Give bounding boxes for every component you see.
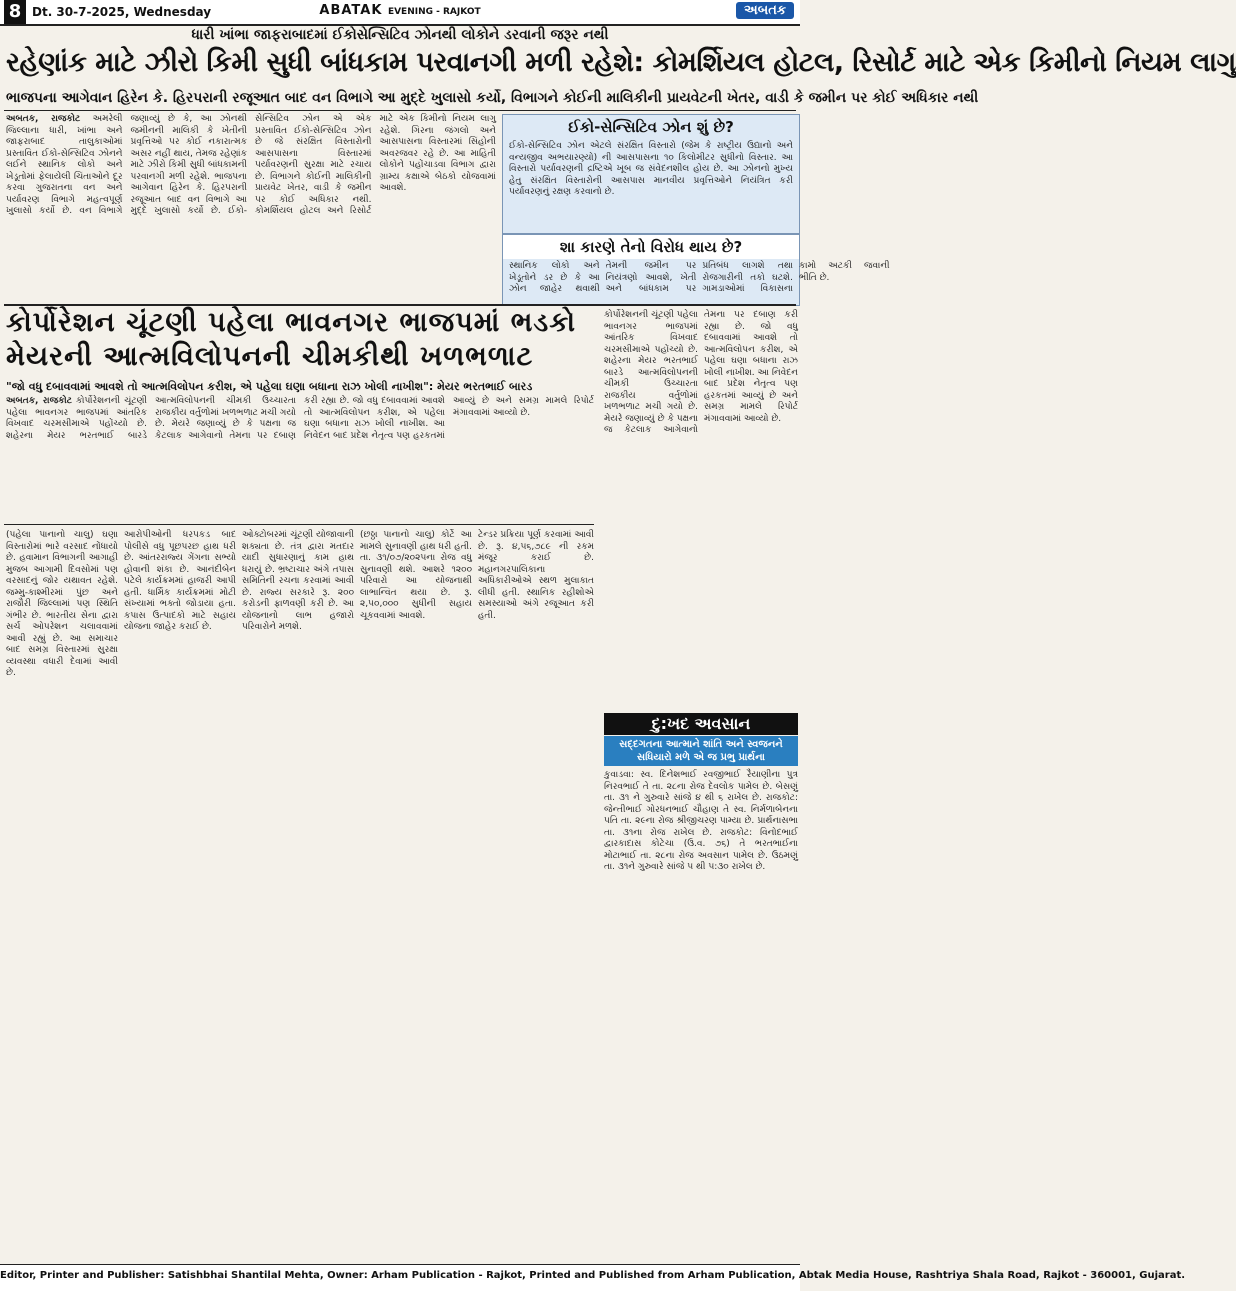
divider <box>4 304 796 306</box>
lead-subhead: ભાજપના આગેવાન હિરેન કે. હિરપરાની રજૂઆત બાદ વન વિભાગે આ મુદ્દે ખુલાસો કર્યો, વિભાગને કોઈની માલિકીની પ્રાયવેટની ખેતર, વાડી કે જમીન પર કોઈ અધિકાર નથી <box>6 90 979 106</box>
lead-headline: રહેણાંક માટે ઝીરો કિમી સુધી બાંધકામ પરવાનગી મળી રહેશે: કોમર્શિયલ હોટલ, રિસોર્ટ માટે એક કિમીનો નિયમ લાગુ <box>6 47 1236 78</box>
column-3: ઓક્ટોબરમાં ચૂંટણી યોજાવાની શક્યતા છે. તંત્ર દ્વારા મતદાર યાદી સુધારણાનું કામ હાથ ધરાયું છે. ભ્રષ્ટાચાર અંગે તપાસ સમિતિની રચના કરવામાં આવી છે. રાજ્ય સરકારે રૂ. ૨૦૦ કરોડની ફાળવણી કરી છે. આ યોજનાનો લાભ હજારો પરિવારોને મળશે. <box>242 530 354 632</box>
eco-zone-box <box>502 114 800 234</box>
column-4: (છઠ્ઠા પાનાનો ચાલુ) કોર્ટે આ મામલે સુનાવણી હાથ ધરી હતી. તા. ૩૧/૦૭/૨૦૨૫ના રોજ વધુ સુનાવણી થશે. આશરે ૧૨૦૦ પરિવારો આ યોજનાથી લાભાન્વિત થયા છે. રૂ. ૨,૫૦,૦૦૦ સુધીની સહાય ચૂકવવામાં આવશે. <box>360 530 472 621</box>
lead-kicker: ધારી ખાંભા જાફરાબાદમાં ઈકોસેન્સિટિવ ઝોનથી લોકોને ડરવાની જરૂર નથી <box>191 27 609 43</box>
lead-body: અમરેલી જિલ્લાના ધારી, ખાંભા અને જાફરાબાદ તાલુકાઓમાં પ્રસ્તાવિત ઈકો-સેન્સિટિવ ઝોનને લઈને સ્થાનિક લોકો અને ખેડૂતોમાં ફેલાયેલી ચિંતાઓને દૂર કરવા ગુજરાતના વન અને પર્યાવરણ વિભાગે મહત્વપૂર્ણ ખુલાસો કર્યો છે. વન વિભાગે જણાવ્યું છે કે, આ ઝોનથી જમીનની માલિકી કે ખેતીની પ્રવૃત્તિઓ પર કોઈ નકારાત્મક અસર નહીં થાય, તેમજ રહેણાંક માટે ઝીરો કિમી સુધી બાંધકામની પરવાનગી મળી રહેશે. ભાજપના આગેવાન હિરેન કે. હિરપરાની રજૂઆત બાદ વન વિભાગે આ મુદ્દે ખુલાસો કર્યો છે. ઈકો-સેન્સિટિવ ઝોન એ એક પ્રસ્તાવિત ઈકો-સેન્સિટિવ ઝોન છે જે સંરક્ષિત વિસ્તારોની આસપાસના વિસ્તારમાં પર્યાવરણની સુરક્ષા માટે રચાય છે. વિભાગને કોઈની માલિકીની પ્રાયવેટ ખેતર, વાડી કે જમીન પર કોઈ અધિકાર નથી. કોમર્શિયલ હોટલ અને રિસોર્ટ માટે એક કિમીનો નિયમ લાગુ રહેશે. ગિરના જંગલો અને આસપાસના વિસ્તારમાં સિંહોની અવરજવર રહે છે. આ માહિતી લોકોને પહોંચાડવા વિભાગ દ્વારા ગ્રામ્ય કક્ષાએ બેઠકો યોજવામાં આવશે. <box>6 114 496 216</box>
brand-logo: અબતક <box>736 2 794 19</box>
lead-article <box>6 114 496 302</box>
lead-byline: અબતક, રાજકોટ <box>6 114 81 124</box>
obituary-body: કુવાડવા: સ્વ. દિનેશભાઈ રવજીભાઈ રૈયાણીના પુત્ર નિરવભાઈ તે તા. ૨૮ના રોજ દેવલોક પામેલ છે. બેસણું તા. ૩૧ ને ગુરુવારે સાંજે ૪ થી ૬ રાખેલ છે. રાજકોટ: જેન્તીભાઈ ગોરધનભાઈ ચૌહાણ તે સ્વ. નિર્મળાબેનના પતિ તા. ૨૯ના રોજ શ્રીજીચરણ પામ્યા છે. પ્રાર્થનાસભા તા. ૩૧ના રોજ રાખેલ છે. રાજકોટ: વિનોદભાઈ દ્વારકાદાસ કોટેચા (ઉ.વ. ૭૬) તે ભરતભાઈના મોટાભાઈ તા. ૨૮ના રોજ અવસાન પામેલ છે. ઉઠમણું તા. ૩૧ને ગુરુવારે સાંજે ૫ થી ૫:૩૦ રાખેલ છે. <box>604 770 798 872</box>
column-2: આરોપીઓની ધરપકડ બાદ પોલીસે વધુ પૂછપરછ હાથ ધરી છે. આંતરરાજ્ય ગેંગના સભ્યો હોવાની શંકા છે. આનંદીબેન પટેલે કાર્યક્રમમાં હાજરી આપી હતી. ધાર્મિક કાર્યક્રમમાં મોટી સંખ્યામાં ભક્તો જોડાયા હતા. કપાસ ઉત્પાદકો માટે સહાય યોજના જાહેર કરાઈ છે. <box>124 530 236 632</box>
bhavnagar-article <box>6 396 594 521</box>
obituary-title: દુ:ખદ અવસાન <box>604 713 798 735</box>
bhavnagar-subhead: "જો વધુ દબાવવામાં આવશે તો આત્મવિલોપન કરીશ, એ પહેલા ઘણા બધાના રાઝ ખોલી નાખીશ": મેયર ભરતભાઈ બારડ <box>6 380 533 393</box>
divider <box>4 524 594 525</box>
column-1: (પહેલા પાનાનો ચાલુ) ઘણા વિસ્તારોમાં ભારે વરસાદ નોંધાયો છે. હવામાન વિભાગની આગાહી મુજબ આગામી દિવસોમાં પણ વરસાદનું જોર યથાવત રહેશે. જમ્મુ-કાશ્મીરમાં પુંછ અને રાજૌરી જિલ્લામાં પણ સ્થિતિ ગંભીર છે. ભારતીય સેના દ્વારા સર્ચ ઓપરેશન ચલાવવામાં આવી રહ્યું છે. આ સમાચાર બાદ સમગ્ર વિસ્તારમાં સુરક્ષા વ્યવસ્થા વધારી દેવામાં આવી છે. <box>6 530 118 678</box>
bhavnagar-body: કોર્પોરેશનની ચૂંટણી પહેલા ભાવનગર ભાજપમાં આંતરિક વિખવાદ ચરમસીમાએ પહોંચ્યો છે. શહેરના મેયર ભરતભાઈ બારડે આત્મવિલોપનની ચીમકી ઉચ્ચારતા રાજકીય વર્તુળોમાં ખળભળાટ મચી ગયો છે. મેયરે જણાવ્યું છે કે પક્ષના જ કેટલાક આગેવાનો તેમના પર દબાણ કરી રહ્યા છે. જો વધુ દબાવવામાં આવશે તો આત્મવિલોપન કરીશ, એ પહેલા ઘણા બધાના રાઝ ખોલી નાખીશ. આ નિવેદન બાદ પ્રદેશ નેતૃત્વ પણ હરકતમાં આવ્યું છે અને સમગ્ર મામલે રિપોર્ટ મંગાવવામાં આવ્યો છે. <box>6 396 594 441</box>
imprint-footer: Editor, Printer and Publisher: Satishbhai Shantilal Mehta, Owner: Arham Publication - Rajkot, Printed and Published from Arham Publication, Abtak Media House, Rashtriya Shala Road, Rajkot - 360001, Gujarat. <box>0 1264 800 1291</box>
bhavnagar-headline-line2: મેયરની આત્મવિલોપનની ચીમકીથી ખળભળાટ <box>6 341 534 372</box>
page-header <box>0 0 800 26</box>
eco-box-title: ઈકો-સેન્સિટિવ ઝોન શું છે? <box>568 118 734 136</box>
divider <box>4 110 796 111</box>
masthead-edition: EVENING - RAJKOT <box>387 7 481 17</box>
opposition-box-title: શા કારણે તેનો વિરોધ થાય છે? <box>503 235 799 259</box>
column-5: ટેન્ડર પ્રક્રિયા પૂર્ણ કરવામાં આવી છે. રૂ. ૪,૫૬,૭૮૯ ની રકમ મંજૂર કરાઈ છે. મહાનગરપાલિકાના અધિકારીઓએ સ્થળ મુલાકાત લીધી હતી. સ્થાનિક રહીશોએ સમસ્યાઓ અંગે રજૂઆત કરી હતી. <box>478 530 594 621</box>
opposition-box-body: સ્થાનિક લોકો અને ખેડૂતોને ડર છે કે આ ઝોન જાહેર થવાથી તેમની જમીન પર નિયંત્રણો આવશે, ખેતી અને બાંધકામ પર પ્રતિબંધ લાગશે તથા રોજગારીની તકો ઘટશે. ગામડાઓમાં વિકાસના કામો અટકી જવાની ભીતિ છે. <box>509 261 890 294</box>
masthead-title: ABATAK <box>319 3 383 18</box>
page-number: 8 <box>4 0 26 24</box>
eco-box-body: ઈકો-સેન્સિટિવ ઝોન એટલે સંરક્ષિત વિસ્તારો (જેમ કે રાષ્ટ્રીય ઉદ્યાનો અને વન્યજીવ અભયારણ્યો) ની આસપાસના ૧૦ કિલોમીટર સુધીનો વિસ્તાર. આ વિસ્તારો પર્યાવરણની દ્રષ્ટિએ ખૂબ જ સંવેદનશીલ હોય છે. આ ઝોનનો મુખ્ય હેતુ સંરક્ષિત વિસ્તારોની આસપાસ માનવીય પ્રવૃત્તિઓને નિયંત્રિત કરી પર્યાવરણનું રક્ષણ કરવાનો છે. <box>509 141 793 197</box>
issue-date: Dt. 30-7-2025, Wednesday <box>32 5 212 19</box>
masthead <box>0 3 800 18</box>
obituary-subtitle: સદ્દગતના આત્માને શાંતિ અને સ્વજનને સધિયારો મળે એ જ પ્રભુ પ્રાર્થના <box>604 736 798 766</box>
right-column <box>604 310 798 708</box>
bhavnagar-headline <box>6 308 594 372</box>
right-column-body: કોર્પોરેશનની ચૂંટણી પહેલા ભાવનગર ભાજપમાં આંતરિક વિખવાદ ચરમસીમાએ પહોંચ્યો છે. શહેરના મેયર ભરતભાઈ બારડે આત્મવિલોપનની ચીમકી ઉચ્ચારતા રાજકીય વર્તુળોમાં ખળભળાટ મચી ગયો છે. મેયરે જણાવ્યું છે કે પક્ષના જ કેટલાક આગેવાનો તેમના પર દબાણ કરી રહ્યા છે. જો વધુ દબાવવામાં આવશે તો આત્મવિલોપન કરીશ, એ પહેલા ઘણા બધાના રાઝ ખોલી નાખીશ. આ નિવેદન બાદ પ્રદેશ નેતૃત્વ પણ હરકતમાં આવ્યું છે અને સમગ્ર મામલે રિપોર્ટ મંગાવવામાં આવ્યો છે. <box>604 310 798 435</box>
bhavnagar-byline: અબતક, રાજકોટ <box>6 396 72 406</box>
opposition-box <box>502 234 890 306</box>
bhavnagar-headline-line1: કોર્પોરેશન ચૂંટણી પહેલા ભાવનગર ભાજપમાં ભડકો <box>6 307 577 338</box>
